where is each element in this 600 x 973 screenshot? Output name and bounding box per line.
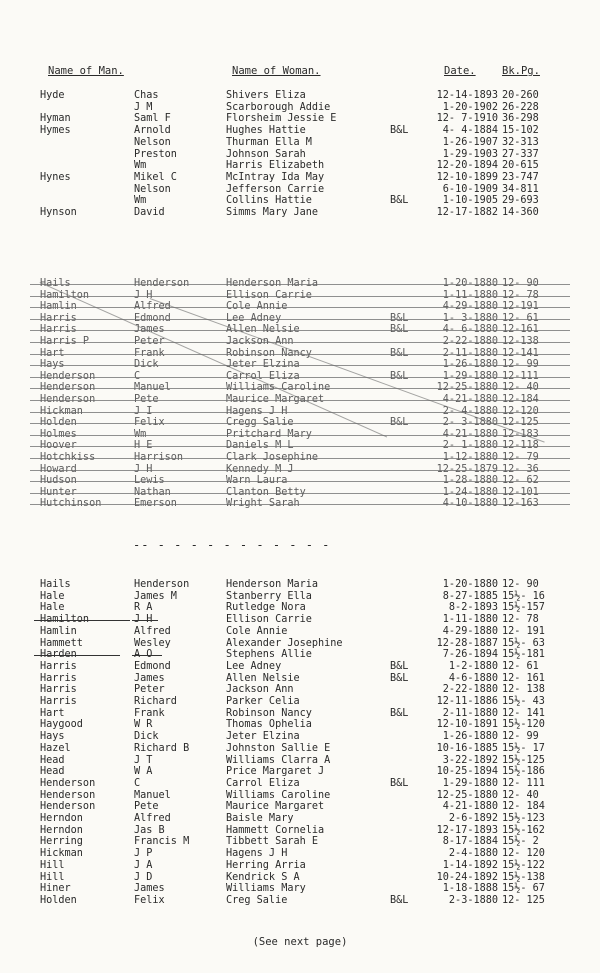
man-surname: Hale [40,602,65,614]
table-row [0,673,600,685]
marriage-date: 12-11-1886 [436,696,498,707]
book-page: 12- 78 [502,614,539,626]
book-page: 15-102 [502,125,539,137]
man-surname: Head [40,754,65,766]
header-date: Date. [444,65,476,77]
marriage-date: 1-20-1902 [442,101,498,113]
man-surname: Hyman [40,113,71,125]
strike-through-line [30,481,570,482]
man-given-name: Saml F [134,113,171,125]
woman-name: Stephens Allie [226,649,312,661]
man-given-name: Wm [134,195,147,207]
table-row [0,895,600,907]
man-given-name: Peter [134,684,165,696]
table-row [0,719,600,731]
book-page: 15½-120 [502,719,545,731]
woman-name: Herring Arria [226,859,306,871]
woman-name: Thomas Ophelia [226,719,312,731]
woman-name: Henderson Maria [226,579,319,590]
woman-name: Simms Mary Jane [226,207,319,218]
woman-name: Shivers Eliza [226,90,306,101]
man-surname: Hazel [40,742,71,754]
man-surname: Hynson [40,207,77,218]
man-given-name: Richard B [134,742,190,754]
man-surname: Hyde [40,90,65,101]
marriage-date: 1-29-1903 [442,148,498,160]
man-surname: Hill [40,871,65,883]
man-given-name: J D [134,871,153,883]
strike-through-line [30,412,570,413]
man-surname: Hickman [40,848,83,860]
woman-name: Jeter Elzina [226,731,300,743]
table-row [0,825,600,837]
table-row [0,638,600,650]
book-page: 29-693 [502,195,539,207]
woman-name: Thurman Ella M [226,136,312,148]
header-bk-pg: Bk.Pg. [502,65,540,77]
man-given-name: Wm [134,160,147,172]
man-surname: Harris [40,672,77,684]
book-page: 36-298 [502,113,539,125]
table-row [0,125,600,137]
table-row [0,836,600,848]
man-given-name: Henderson [134,579,190,590]
table-row [0,684,600,696]
book-page: 27-337 [502,148,539,160]
table-row [0,813,600,825]
marriage-date: 12-14-1893 [436,90,498,101]
marriage-date: 10-16-1885 [436,742,498,754]
strike-through-line [30,307,570,308]
woman-name: Allen Nelsie [226,672,300,684]
strike-through-line [30,388,570,389]
man-given-name: Nelson [134,136,171,148]
marriage-date: 4-6-1880 [448,672,498,684]
man-given-name: Dick [134,731,159,743]
book-page: 15½-157 [502,602,545,614]
woman-name: Baisle Mary [226,813,294,824]
name-strike-mark [34,620,130,621]
see-next-page-note: (See next page) [252,936,348,948]
book-page: 12- 184 [502,801,545,813]
man-given-name: J M [134,101,153,113]
strike-through-line [30,423,570,424]
marriage-date: 1-29-1880 [442,777,498,789]
table-row [0,778,600,790]
man-surname: Hammett [40,637,83,649]
book-page: 23-747 [502,171,539,183]
marriage-date: 2-11-1880 [442,707,498,719]
strike-through-line [30,435,570,436]
strike-through-line [30,365,570,366]
book-page: 12- 141 [502,707,545,719]
marriage-date: 8-17-1884 [442,836,498,848]
strike-through-line [30,377,570,378]
woman-name: Jefferson Carrie [226,183,325,195]
woman-name: Rutledge Nora [226,602,306,614]
marriage-date: 3-22-1892 [442,754,498,766]
table-row [0,90,600,102]
man-given-name: Alfred [134,625,171,637]
table-row [0,172,600,184]
bl-mark: B&L [390,195,409,207]
bl-mark: B&L [390,125,409,137]
marriage-date: 1-20-1880 [442,579,498,590]
marriage-date: 1-26-1907 [442,136,498,148]
bl-mark: B&L [390,660,409,672]
man-given-name: Nelson [134,183,171,195]
strike-through-line [30,446,570,447]
woman-name: Robinson Nancy [226,707,312,719]
book-page: 26-228 [502,101,539,113]
strike-through-line [30,458,570,459]
table-row [0,848,600,860]
table-row [0,661,600,673]
marriage-date: 2-3-1880 [448,894,498,906]
woman-name: Carrol Eliza [226,777,300,789]
man-surname: Hale [40,590,65,602]
man-given-name: J A [134,859,153,871]
man-surname: Henderson [40,777,96,789]
marriage-date: 1-26-1880 [442,731,498,743]
marriage-date: 7-26-1894 [442,649,498,661]
name-strike-mark [34,655,120,656]
woman-name: Lee Adney [226,660,282,672]
header-name-of-man: Name of Man. [48,65,124,77]
marriage-date: 12-28-1887 [436,637,498,649]
man-given-name: James M [134,590,177,602]
woman-name: Price Margaret J [226,766,325,778]
table-row [0,626,600,638]
table-row [0,708,600,720]
table-row [0,860,600,872]
man-given-name: Jas B [134,824,165,836]
marriage-date: 6-10-1909 [442,183,498,195]
strike-through-line [30,400,570,401]
strike-through-line [30,470,570,471]
man-surname: Harris [40,684,77,696]
table-row [0,755,600,767]
book-page: 12- 111 [502,777,545,789]
table-row [0,872,600,884]
man-surname: Hynes [40,171,71,183]
book-page: 15½- 17 [502,742,545,754]
woman-name: Collins Hattie [226,195,312,207]
woman-name: Alexander Josephine [226,637,343,649]
table-row [0,579,600,591]
man-given-name: Francis M [134,836,190,848]
marriage-date: 12- 7-1910 [436,113,498,125]
man-given-name: Frank [134,707,165,719]
man-given-name: C [134,777,141,789]
marriage-date: 8-27-1885 [442,590,498,602]
man-surname: Harris [40,660,77,672]
table-row [0,883,600,895]
book-page: 15½-125 [502,754,545,766]
name-strike-mark [132,620,158,621]
book-page: 12- 99 [502,731,539,743]
strike-through-line [30,319,570,320]
man-given-name: Mikel C [134,171,177,183]
marriage-date: 2-6-1892 [448,813,498,824]
man-given-name: J P [134,848,153,860]
book-page: 15½-186 [502,766,545,778]
book-page: 15½- 16 [502,590,545,602]
man-surname: Henderson [40,801,96,813]
book-page: 15½-138 [502,871,545,883]
marriage-date: 1-11-1880 [442,614,498,626]
man-given-name: Edmond [134,660,171,672]
book-page: 12- 90 [502,579,539,590]
book-page: 15½- 2 [502,836,539,848]
man-given-name: Manuel [134,789,171,801]
section-divider: -- - - - - - - - - - - - [133,538,331,552]
table-row [0,160,600,172]
book-page: 15½-162 [502,824,545,836]
marriage-date: 12-17-1893 [436,824,498,836]
book-page: 12- 138 [502,684,545,696]
header-name-of-woman: Name of Woman. [232,65,321,77]
man-surname: Hart [40,707,65,719]
man-given-name: W R [134,719,153,731]
book-page: 20-260 [502,90,539,101]
book-page: 32-313 [502,136,539,148]
woman-name: Williams Clarra A [226,754,331,766]
book-page: 15½-123 [502,813,545,824]
woman-name: Cole Annie [226,625,288,637]
woman-name: Hagens J H [226,848,288,860]
book-page: 15½- 43 [502,696,545,707]
marriage-date: 10-24-1892 [436,871,498,883]
man-given-name: J T [134,754,153,766]
marriage-date: 12-10-1899 [436,171,498,183]
book-page: 12- 61 [502,660,539,672]
man-given-name: David [134,207,165,218]
woman-name: Tibbett Sarah E [226,836,319,848]
man-given-name: Arnold [134,125,171,137]
bl-mark: B&L [390,777,409,789]
man-surname: Hill [40,859,65,871]
woman-name: Johnston Sallie E [226,742,331,754]
man-given-name: W A [134,766,153,778]
table-row [0,743,600,755]
bl-mark: B&L [390,707,409,719]
man-surname: Hiner [40,883,71,895]
woman-name: Ellison Carrie [226,614,312,626]
marriage-date: 1-18-1888 [442,883,498,895]
name-strike-mark [132,655,162,656]
marriage-date: 2-22-1880 [442,684,498,696]
book-page: 34-811 [502,183,539,195]
strike-through-line [30,504,570,505]
table-row [0,602,600,614]
marriage-date: 1-14-1892 [442,859,498,871]
bl-mark: B&L [390,672,409,684]
marriage-date: 12-25-1880 [436,789,498,801]
woman-name: Florsheim Jessie E [226,113,337,125]
woman-name: Scarborough Addie [226,101,331,113]
book-page: 14-360 [502,207,539,218]
table-row [0,149,600,161]
marriage-date: 12-17-1882 [436,207,498,218]
table-row [0,801,600,813]
book-page: 12- 40 [502,789,539,801]
man-given-name: James [134,672,165,684]
marriage-date: 10-25-1894 [436,766,498,778]
man-surname: Haygood [40,719,83,731]
woman-name: Hammett Cornelia [226,824,325,836]
woman-name: Johnson Sarah [226,148,306,160]
man-surname: Hamlin [40,625,77,637]
man-given-name: James [134,883,165,895]
book-page: 12- 191 [502,625,545,637]
book-page: 15½-122 [502,859,545,871]
man-surname: Herndon [40,824,83,836]
marriage-date: 12-10-1891 [436,719,498,731]
woman-name: Parker Celia [226,696,300,707]
woman-name: Jackson Ann [226,684,294,696]
table-row [0,137,600,149]
marriage-date: 12-20-1894 [436,160,498,172]
man-given-name: Wesley [134,637,171,649]
table-row [0,102,600,114]
marriage-date: 8-2-1893 [448,602,498,614]
table-row [0,195,600,207]
strike-through-line [30,284,570,285]
man-surname: Head [40,766,65,778]
man-surname: Henderson [40,789,96,801]
man-given-name: Chas [134,90,159,101]
woman-name: Williams Mary [226,883,306,895]
table-row [0,591,600,603]
book-page: 12- 161 [502,672,545,684]
woman-name: Maurice Margaret [226,801,325,813]
marriage-date: 1-2-1880 [448,660,498,672]
book-page: 15½- 63 [502,637,545,649]
woman-name: Hughes Hattie [226,125,306,137]
man-surname: Herring [40,836,83,848]
man-given-name: Felix [134,894,165,906]
woman-name: Stanberry Ella [226,590,312,602]
woman-name: Creg Salie [226,894,288,906]
man-surname: Hails [40,579,71,590]
man-given-name: Pete [134,801,159,813]
woman-name: Harris Elizabeth [226,160,325,172]
man-surname: Herndon [40,813,83,824]
woman-name: Williams Caroline [226,789,331,801]
man-surname: Harris [40,696,77,707]
table-row [0,113,600,125]
table-row [0,731,600,743]
table-row [0,766,600,778]
book-page: 15½- 67 [502,883,545,895]
man-surname: Hays [40,731,65,743]
woman-name: McIntray Ida May [226,171,325,183]
marriage-date: 4-21-1880 [442,801,498,813]
woman-name: Kendrick S A [226,871,300,883]
marriage-date: 4-29-1880 [442,625,498,637]
man-surname: Hymes [40,125,71,137]
table-row [0,207,600,219]
table-row [0,184,600,196]
marriage-date: 1-10-1905 [442,195,498,207]
man-given-name: Richard [134,696,177,707]
man-given-name: Preston [134,148,177,160]
table-row [0,696,600,708]
marriage-date: 4- 4-1884 [442,125,498,137]
man-given-name: Alfred [134,813,171,824]
book-page: 15½-181 [502,649,545,661]
strike-through-line [30,342,570,343]
strike-through-line [30,493,570,494]
book-page: 12- 125 [502,894,545,906]
book-page: 12- 120 [502,848,545,860]
table-row [0,790,600,802]
book-page: 20-615 [502,160,539,172]
strike-through-line [30,330,570,331]
man-given-name: R A [134,602,153,614]
man-surname: Holden [40,894,77,906]
strike-through-line [30,296,570,297]
marriage-date: 2-4-1880 [448,848,498,860]
bl-mark: B&L [390,894,409,906]
